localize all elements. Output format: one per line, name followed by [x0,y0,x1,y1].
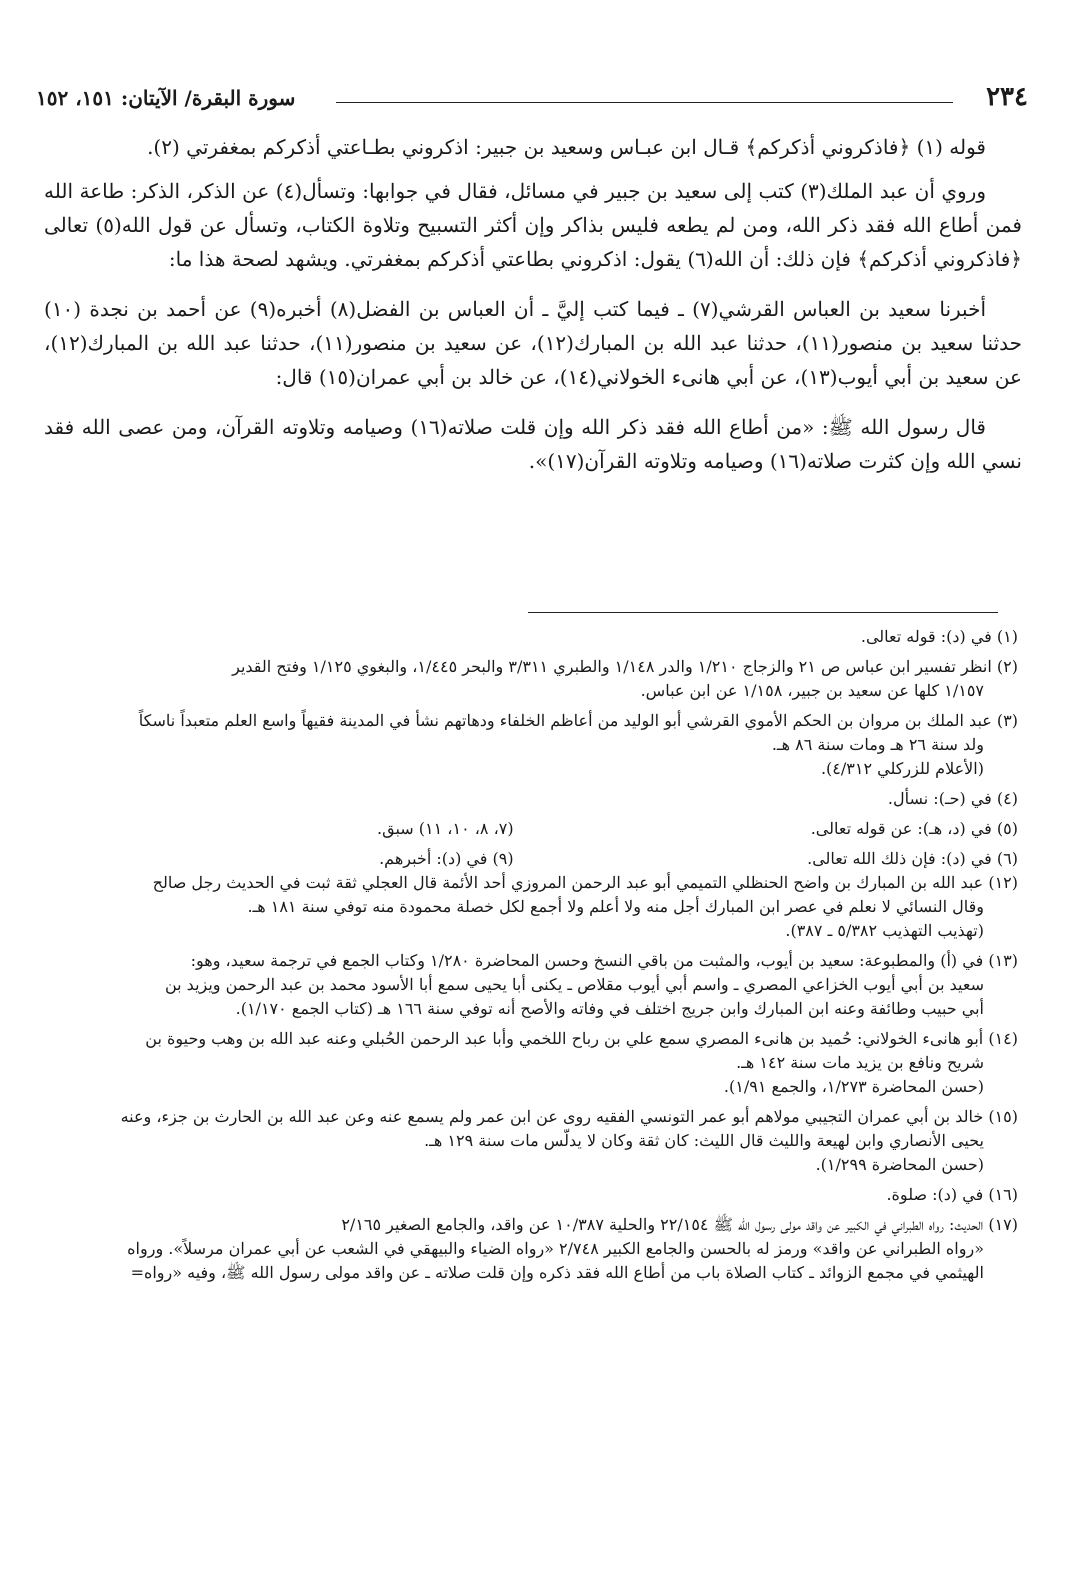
footnote-continuation: وقال النسائي لا نعلم في عصر ابن المبارك أجل منه ولا أعلم ولا أجمع لكل خصلة محمودة منه توفي سنة ١٨١ هـ. [247,897,984,916]
footnote-text: (٢) انظر تفسير ابن عباس ص ٢١ والزجاج ١/٢١٠ والدر ١/١٤٨ والطبري ٣/٣١١ والبحر ١/٤٤٥، والبغوي ١/١٢٥ وفتح القدير [232,657,1018,676]
footnote-text: (١) في (د): قوله تعالى. [860,627,1018,646]
footnote-citation: (حسن المحاضرة ١/٢٩٩). [815,1155,984,1174]
page-header [36,82,1028,118]
page-number: ٢٣٤ [986,82,1028,112]
footnote-17 [48,1213,1018,1285]
header-rule [336,102,953,103]
footnote-citation: (تهذيب التهذيب ٥/٣٨٢ ـ ٣٨٧). [785,921,984,940]
footnote-continuation: يحيى الأنصاري وابن لهيعة والليث قال الليث: كان ثقة وكان لا يدلّس مات سنة ١٢٩ هـ. [424,1131,984,1150]
paragraph-2: وروي أن عبد الملك(٣) كتب إلى سعيد بن جبير في مسائل، فقال في جوابها: وتسأل(٤) عن الذكر، الذكر: طاعة الله فمن أطاع الله فقد ذكر الله، ومن لم يطعه فليس بذاكر وإن أكثر التسبيح وتلاوة الكتاب، وتسأل عن قول الله(٥) تعالى ﴿فاذكروني أذكركم﴾ فإن ذلك: أن الله(٦) يقول: اذكروني بطاعتي أذكركم بمغفرتي. ويشهد لصحة هذا ما: [44,179,1022,271]
footnote-text: (١٣) في (أ) والمطبوعة: سعيد بن أيوب، والمثبت من باقي النسخ وحسن المحاضرة ١/٢٨٠ وكتاب الجمع في ترجمة سعيد، وهو: [190,951,1018,970]
footnote-4 [48,787,1018,811]
footnote-5: (٥) في (د، هـ): عن قوله تعالى. [810,819,1018,838]
footnote-text: (٣) عبد الملك بن مروان بن الحكم الأموي القرشي أبو الوليد من أعاظم الخلفاء ودهاتهم نشأ في المدينة فقيهاً واسع العلم متعبداً ناسكاً [138,711,1018,730]
footnote-row-6 [48,847,1018,871]
main-text [44,130,1022,478]
footnote-citation: (الأعلام للزركلي ٤/٣١٢). [820,759,984,778]
footnote-6: (٦) في (د): فإن ذلك الله تعالى. [807,849,1018,868]
paragraph-1: قوله (١) ﴿فاذكروني أذكركم﴾ قـال ابن عبـاس وسعيد بن جبير: اذكروني بطـاعتي أذكركم بمغفرتي (٢). [147,135,986,159]
footnote-13 [48,949,1018,1021]
footnote-continuation: ١/١٥٧ كلها عن سعيد بن جبير، ١/١٥٨ عن ابن عباس. [640,681,984,700]
footnote-continuation: ولد سنة ٢٦ هـ ومات سنة ٨٦ هـ. [771,735,984,754]
footnote-1 [48,625,1018,649]
paragraph-4: قال رسول الله ﷺ: «من أطاع الله فقد ذكر الله وإن قلت صلاته(١٦) وصيامه وتلاوته القرآن، ومن عصى الله فقد نسي الله وإن كثرت صلاته(١٦) وصيامه وتلاوته القرآن(١٧)». [44,415,1022,473]
footnote-text: (١٦) في (د): صلوة. [886,1185,1018,1204]
footnote-text: (١٢) عبد الله بن المبارك بن واضح الحنظلي التميمي أبو عبد الرحمن المروزي أحد الأئمة قال العجلي ثقة ثبت في الحديث رجل صالح [152,873,1018,892]
footnote-7-11: (٧، ٨، ١٠، ١١) سبق. [377,819,514,838]
footnotes [48,625,1018,1285]
footnote-3 [48,709,1018,781]
running-title: سورة البقرة/ الآيتان: ١٥١، ١٥٢ [36,86,296,110]
paragraph-3: أخبرنا سعيد بن العباس القرشي(٧) ـ فيما كتب إليَّ ـ أن العباس بن الفضل(٨) أخبره(٩) عن أحمد بن نجدة (١٠) حدثنا سعيد بن منصور(١١)، حدثنا عبد الله بن المبارك(١٢)، عن سعيد بن منصور(١١)، حدثنا عبد الله بن المبارك(١٢)، عن سعيد بن أبي أيوب(١٣)، عن أبي هانىء الخولاني(١٤)، عن خالد بن أبي عمران(١٥) قال: [44,297,1023,389]
footnote-9: (٩) في (د): أخبرهم. [379,849,514,868]
footnote-16 [48,1183,1018,1207]
footnote-continuation: شريح ونافع بن يزيد مات سنة ١٤٢ هـ. [736,1053,984,1072]
footnote-text: (٤) في (حـ): نسأل. [887,789,1018,808]
footnote-12 [48,871,1018,943]
footnote-citation: (حسن المحاضرة ١/٢٧٣، والجمع ١/٩١). [723,1077,984,1096]
footnote-text: (١٧) الحديث: رواه الطبراني في الكبير عن واقد مولى رسول الله ﷺ ٢٢/١٥٤ والحلية ١٠/٣٨٧ عن واقد، والجامع الصغير ٢/١٦٥ [341,1215,1018,1234]
footnote-continuation: الهيثمي في مجمع الزوائد ـ كتاب الصلاة باب من أطاع الله فقد ذكره وإن قلت صلاته ـ عن واقد مولى رسول الله ﷺ، وفيه «رواه= [130,1263,984,1282]
footnote-14 [48,1027,1018,1099]
footnote-continuation: «رواه الطبراني عن واقد» ورمز له بالحسن والجامع الكبير ٢/٧٤٨ «رواه الضياء والبيهقي في الشعب عن أبي عمران مرسلاً». ورواه [127,1239,984,1258]
footnote-15 [48,1105,1018,1177]
footnote-text: (١٥) خالد بن أبي عمران التجيبي مولاهم أبو عمر التونسي الفقيه روى عن ابن عمر ولم يسمع عنه وعن عبد الله بن الحارث بن جزء، وعنه [120,1107,1018,1126]
footnote-2 [48,655,1018,703]
footnote-divider [528,612,998,613]
footnote-continuation: سعيد بن أبي أيوب الخزاعي المصري ـ واسم أبي أيوب مقلاص ـ يكنى أبا يحيى سمع أبا الأسود محمد بن عبد الرحمن ويزيد بن [164,975,984,994]
footnote-text: (١٤) أبو هانىء الخولاني: حُميد بن هانىء المصري سمع علي بن رباح اللخمي وأبا عبد الرحمن الحُبلي وعنه عبد الله بن وهب وحيوة بن [145,1029,1018,1048]
footnote-continuation: أبي حبيب وطائفة وعنه ابن المبارك وابن جريج اختلف في وفاته والأصح أنه توفي سنة ١٦٦ هـ (كتاب الجمع ١/١٧٠). [235,999,984,1018]
footnote-row-5 [48,817,1018,841]
